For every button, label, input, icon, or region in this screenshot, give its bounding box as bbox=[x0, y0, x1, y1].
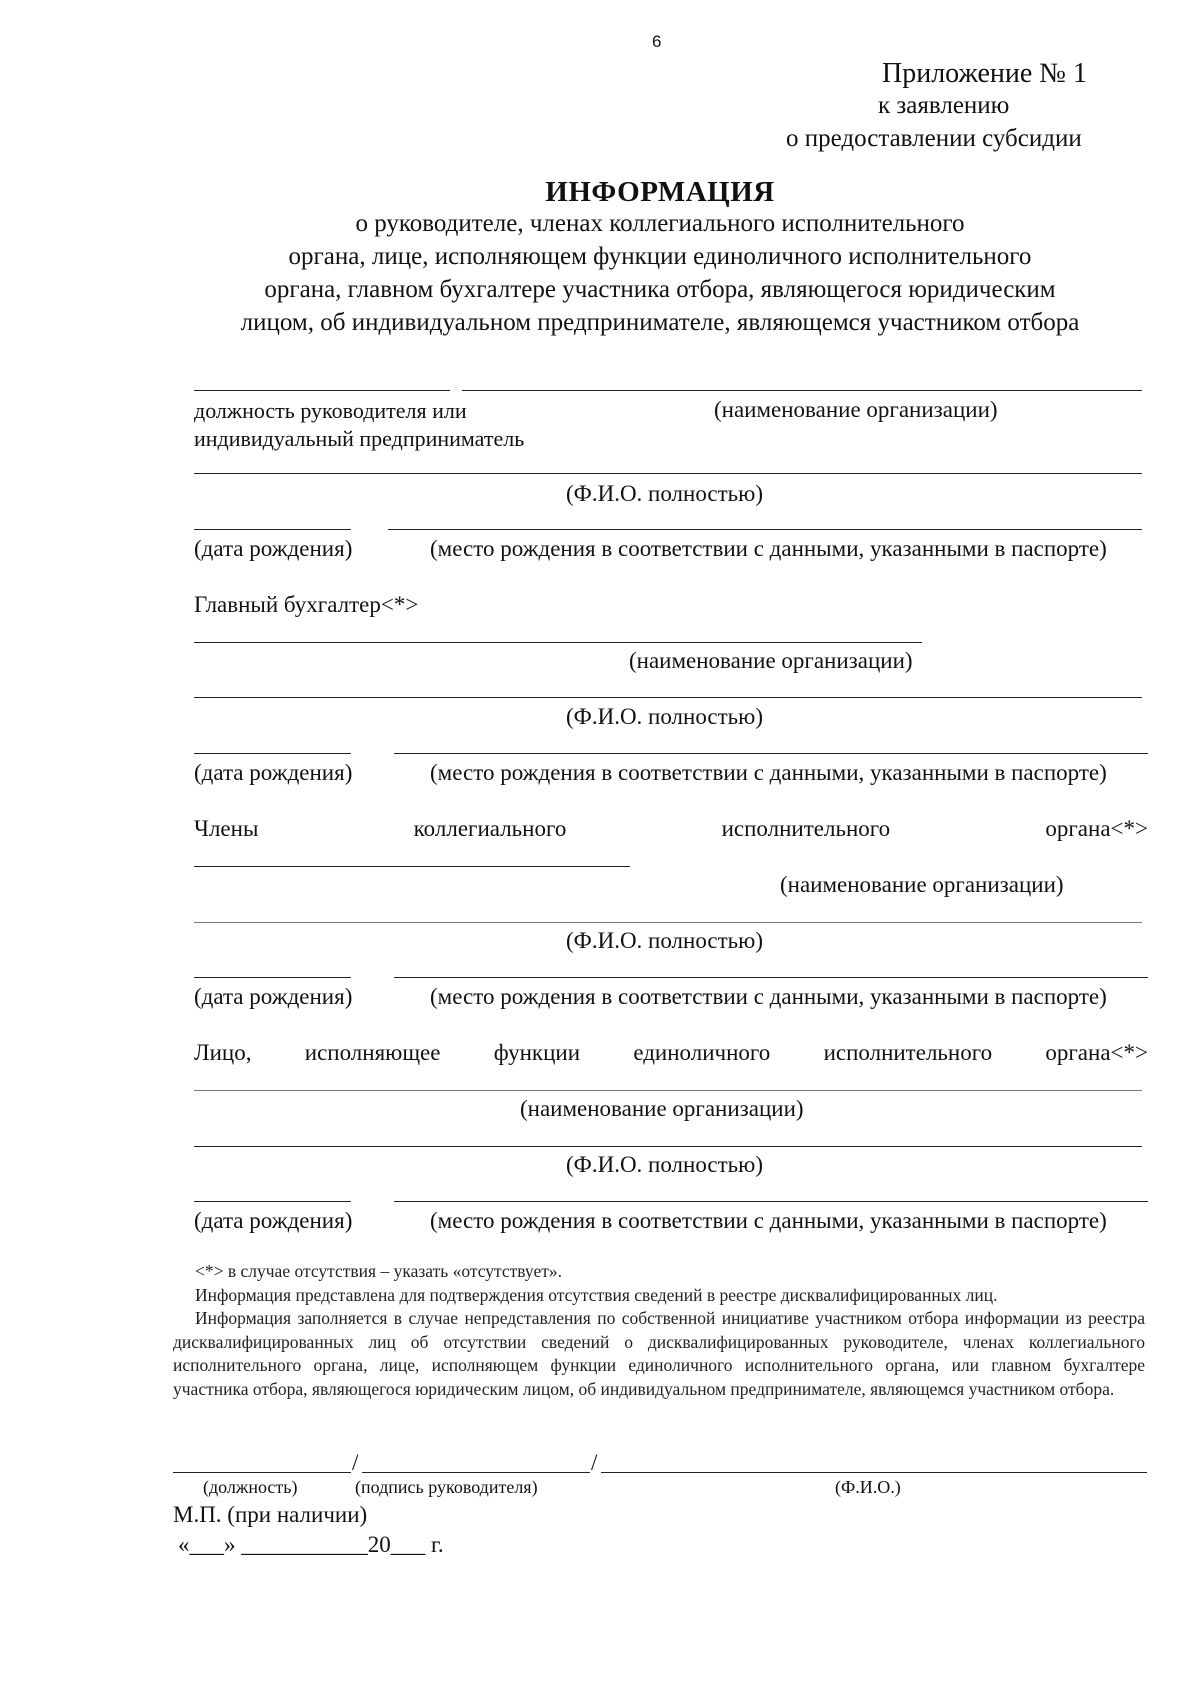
birth-place-field[interactable] bbox=[388, 529, 1142, 530]
filling-note: Информация заполняется в случае непредставления по собственной инициативе участником отбора информации из реестра дисквалифицированных лиц об отсутствии сведений о дисквалифицированных руководителе, членах коллегиального исполнительного органа, лице, исполняющем функции единоличного исполнительного органа, или главном бухгалтере участника отбора, являющегося юридическим лицом, об индивидуальном предпринимателе, являющемся участником отбора. bbox=[173, 1308, 1145, 1399]
appendix-number: Приложение № 1 bbox=[882, 58, 1087, 89]
name-caption: (Ф.И.О.) bbox=[835, 1477, 901, 1497]
subtitle-line-4: лицом, об индивидуальном предпринимателе, являющемся участником отбора bbox=[240, 309, 1080, 336]
birth-date-field[interactable] bbox=[194, 753, 351, 754]
birth-place-label: (место рождения в соответствии с данными, указанными в паспорте) bbox=[430, 536, 1107, 561]
birth-date-label: (дата рождения) bbox=[194, 760, 353, 785]
heading-word: Лицо, bbox=[194, 1040, 252, 1065]
org-name-field[interactable] bbox=[194, 642, 922, 643]
birth-place-label: (место рождения в соответствии с данными, указанными в паспорте) bbox=[430, 760, 1107, 785]
subtitle-line-3: органа, главном бухгалтере участника отбора, являющегося юридическим bbox=[264, 276, 1056, 303]
name-signature-field[interactable] bbox=[601, 1472, 1147, 1473]
full-name-label: (Ф.И.О. полностью) bbox=[566, 704, 764, 729]
stamp-place: М.П. (при наличии) bbox=[173, 1502, 368, 1527]
position-field[interactable] bbox=[194, 866, 630, 867]
birth-place-field[interactable] bbox=[394, 753, 1148, 754]
slash-separator: / bbox=[352, 1450, 359, 1475]
heading-word: функции bbox=[493, 1040, 581, 1065]
birth-place-label: (место рождения в соответствии с данными, указанными в паспорте) bbox=[430, 1208, 1107, 1233]
full-name-field[interactable] bbox=[194, 1146, 1142, 1147]
full-name-field[interactable] bbox=[194, 473, 1142, 474]
position-field[interactable] bbox=[194, 390, 450, 391]
full-name-field[interactable] bbox=[194, 697, 1142, 698]
birth-place-label: (место рождения в соответствии с данными, указанными в паспорте) bbox=[430, 984, 1107, 1009]
appendix-to: к заявлению bbox=[878, 92, 1010, 119]
chief-accountant-heading: Главный бухгалтер<*> bbox=[194, 592, 419, 617]
birth-date-label: (дата рождения) bbox=[194, 984, 353, 1009]
heading-word: исполнительного bbox=[721, 816, 891, 841]
notes-block bbox=[173, 1260, 1145, 1401]
position-label-1: должность руководителя или bbox=[194, 398, 467, 423]
org-name-label: (наименование организации) bbox=[780, 872, 1064, 897]
subtitle-line-2: органа, лице, исполняющем функции единоличного исполнительного bbox=[288, 243, 1032, 270]
page-number: 6 bbox=[652, 32, 662, 51]
asterisk-note: <*> в случае отсутствия – указать «отсутствует». bbox=[195, 1261, 562, 1281]
birth-date-field[interactable] bbox=[194, 1201, 351, 1202]
birth-date-label: (дата рождения) bbox=[194, 1208, 353, 1233]
heading-word: коллегиального bbox=[413, 816, 567, 841]
sole-executive-heading bbox=[194, 1040, 1148, 1066]
heading-word: единоличного bbox=[633, 1040, 771, 1065]
purpose-note: Информация представлена для подтверждения отсутствия сведений в реестре дисквалифицированных лиц. bbox=[195, 1284, 998, 1305]
full-name-field[interactable] bbox=[194, 922, 1142, 923]
slash-separator: / bbox=[591, 1450, 598, 1475]
birth-date-field[interactable] bbox=[194, 529, 351, 530]
position-signature-field[interactable] bbox=[173, 1472, 351, 1473]
signature-caption: (подпись руководителя) bbox=[355, 1477, 538, 1497]
signature-date[interactable]: «___» ___________20___ г. bbox=[178, 1532, 444, 1557]
heading-word: органа<*> bbox=[1045, 816, 1148, 841]
full-name-label: (Ф.И.О. полностью) bbox=[566, 928, 764, 953]
subtitle-line-1: о руководителе, членах коллегиального исполнительного bbox=[355, 210, 965, 237]
heading-word: исполнительного bbox=[823, 1040, 993, 1065]
org-name-field[interactable] bbox=[194, 1090, 1142, 1091]
position-caption: (должность) bbox=[203, 1477, 298, 1497]
birth-date-field[interactable] bbox=[194, 977, 351, 978]
signature-field[interactable] bbox=[362, 1472, 590, 1473]
org-name-label: (наименование организации) bbox=[520, 1096, 804, 1121]
heading-word: Члены bbox=[194, 816, 259, 841]
heading-word: исполняющее bbox=[304, 1040, 441, 1065]
org-name-field[interactable] bbox=[462, 390, 1142, 391]
board-members-heading bbox=[194, 816, 1148, 842]
appendix-subject: о предоставлении субсидии bbox=[786, 125, 1082, 152]
heading-word: органа<*> bbox=[1045, 1040, 1148, 1065]
birth-place-field[interactable] bbox=[394, 1201, 1148, 1202]
full-name-label: (Ф.И.О. полностью) bbox=[566, 1152, 764, 1177]
document-title: ИНФОРМАЦИЯ bbox=[545, 176, 775, 208]
position-label-2: индивидуальный предприниматель bbox=[194, 426, 525, 451]
org-name-label: (наименование организации) bbox=[714, 397, 998, 422]
birth-place-field[interactable] bbox=[394, 977, 1148, 978]
birth-date-label: (дата рождения) bbox=[194, 536, 353, 561]
full-name-label: (Ф.И.О. полностью) bbox=[566, 481, 764, 506]
org-name-label: (наименование организации) bbox=[629, 648, 913, 673]
